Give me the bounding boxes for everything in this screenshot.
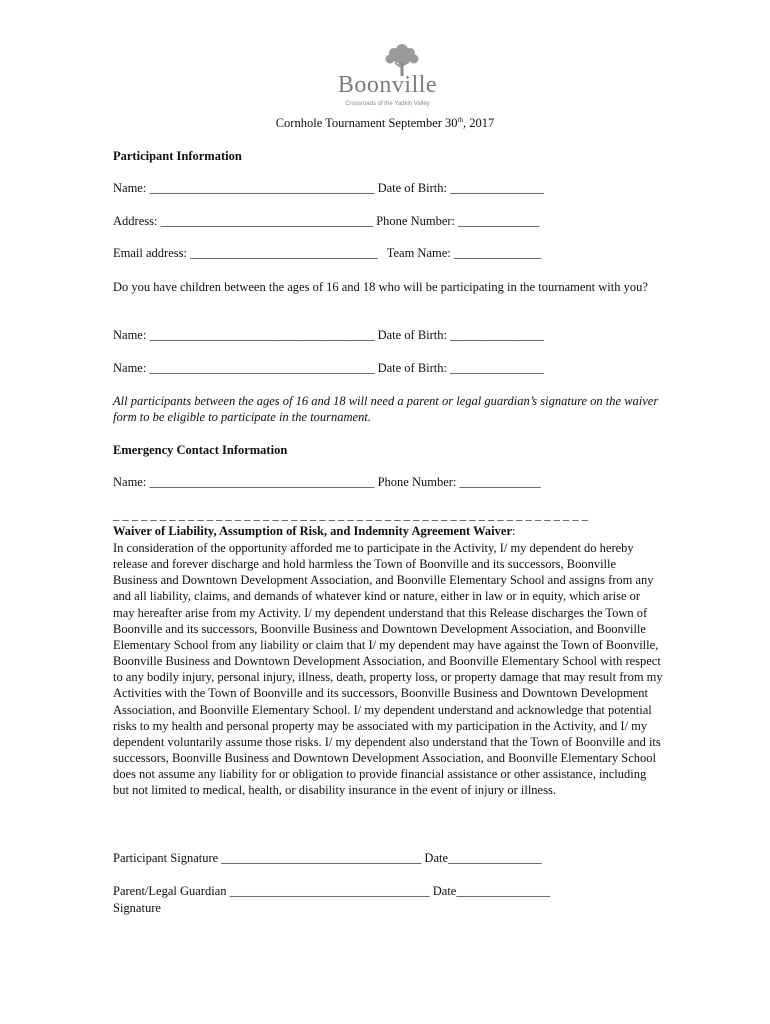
guardian-signature-field[interactable]: Parent/Legal Guardian ________________________________ Date_______________ (113, 884, 551, 898)
waiver-heading: Waiver of Liability, Assumption of Risk, and Indemnity Agreement Waiver: (113, 524, 516, 538)
page-title: Cornhole Tournament September 30th, 2017 (275, 116, 495, 131)
age-requirement-note: All participants between the ages of 16 and 18 will need a parent or legal guardian’s signature on the waiver form to be eligible to participate in the tournament. (113, 394, 659, 425)
guardian-signature-label: Signature (113, 901, 161, 915)
waiver-body: In consideration of the opportunity afforded me to participate in the Activity, I/ my dependent do hereby release and forever discharge and hold harmless the Town of Boonville and its successors, Boonville Business and Downtown Development Association, and Boonville Elementary School and assigns from any and all liability, claims, and demands of whatever kind or nature, either in law or in equity, which arise or may hereafter arise from my Activity. I/ my dependent understand that this Release discharges the Town of Boonville and its successors, Boonville Business and Downtown Development Association, and Boonville Elementary School from any liability or claim that I/ my dependent may have against the Town of Boonville, Boonville Business and Downtown Development Association, and Boonville Elementary School with respect to any bodily injury, personal injury, illness, death, property loss, or property damage that may result from my Activities with the Town of Boonville and its successors, Boonville Business and Downtown Development Association, and Boonville Elementary School. I/ my dependent understand and acknowledge that potential risks to my health and personal property may be associated with my participation in the Activity, and I/ my dependent voluntarily assume those risks. I/ my dependent also understand that the Town of Boonville and its successors, Boonville Business and Downtown Development Association, and Boonville Elementary School does not assume any liability for or obligation to provide financial assistance or other assistance, including but not limited to medical, health, or disability insurance in the event of injury or illness. (113, 541, 663, 798)
children-question: Do you have children between the ages of 16 and 18 who will be participating in the tournament with you? (113, 280, 648, 294)
participant-email-field[interactable]: Email address: ______________________________ Team Name: ______________ (113, 246, 542, 260)
participant-signature-field[interactable]: Participant Signature ________________________________ Date_______________ (113, 851, 542, 865)
participant-name-field[interactable]: Name: ____________________________________ Date of Birth: _______________ (113, 181, 544, 195)
child-1-name-field[interactable]: Name: ____________________________________ Date of Birth: _______________ (113, 328, 544, 342)
participant-address-field[interactable]: Address: __________________________________ Phone Number: _____________ (113, 214, 540, 228)
emergency-heading: Emergency Contact Information (113, 443, 288, 457)
boonville-logo (330, 42, 445, 112)
cut-divider: _ _ _ _ _ _ _ _ _ _ _ _ _ _ _ _ _ _ _ _ _ _ _ _ _ _ _ _ _ _ _ _ _ _ _ _ _ _ _ _ _ _ _ _ _ _ _ _ _ _ _ (113, 508, 588, 522)
participant-heading: Participant Information (113, 149, 242, 163)
logo-wordmark: Boonville (337, 72, 438, 98)
emergency-name-field[interactable]: Name: ____________________________________ Phone Number: _____________ (113, 475, 541, 489)
child-2-name-field[interactable]: Name: ____________________________________ Date of Birth: _______________ (113, 361, 544, 375)
logo-tagline: Crossroads of the Yadkin Valley (345, 101, 430, 107)
